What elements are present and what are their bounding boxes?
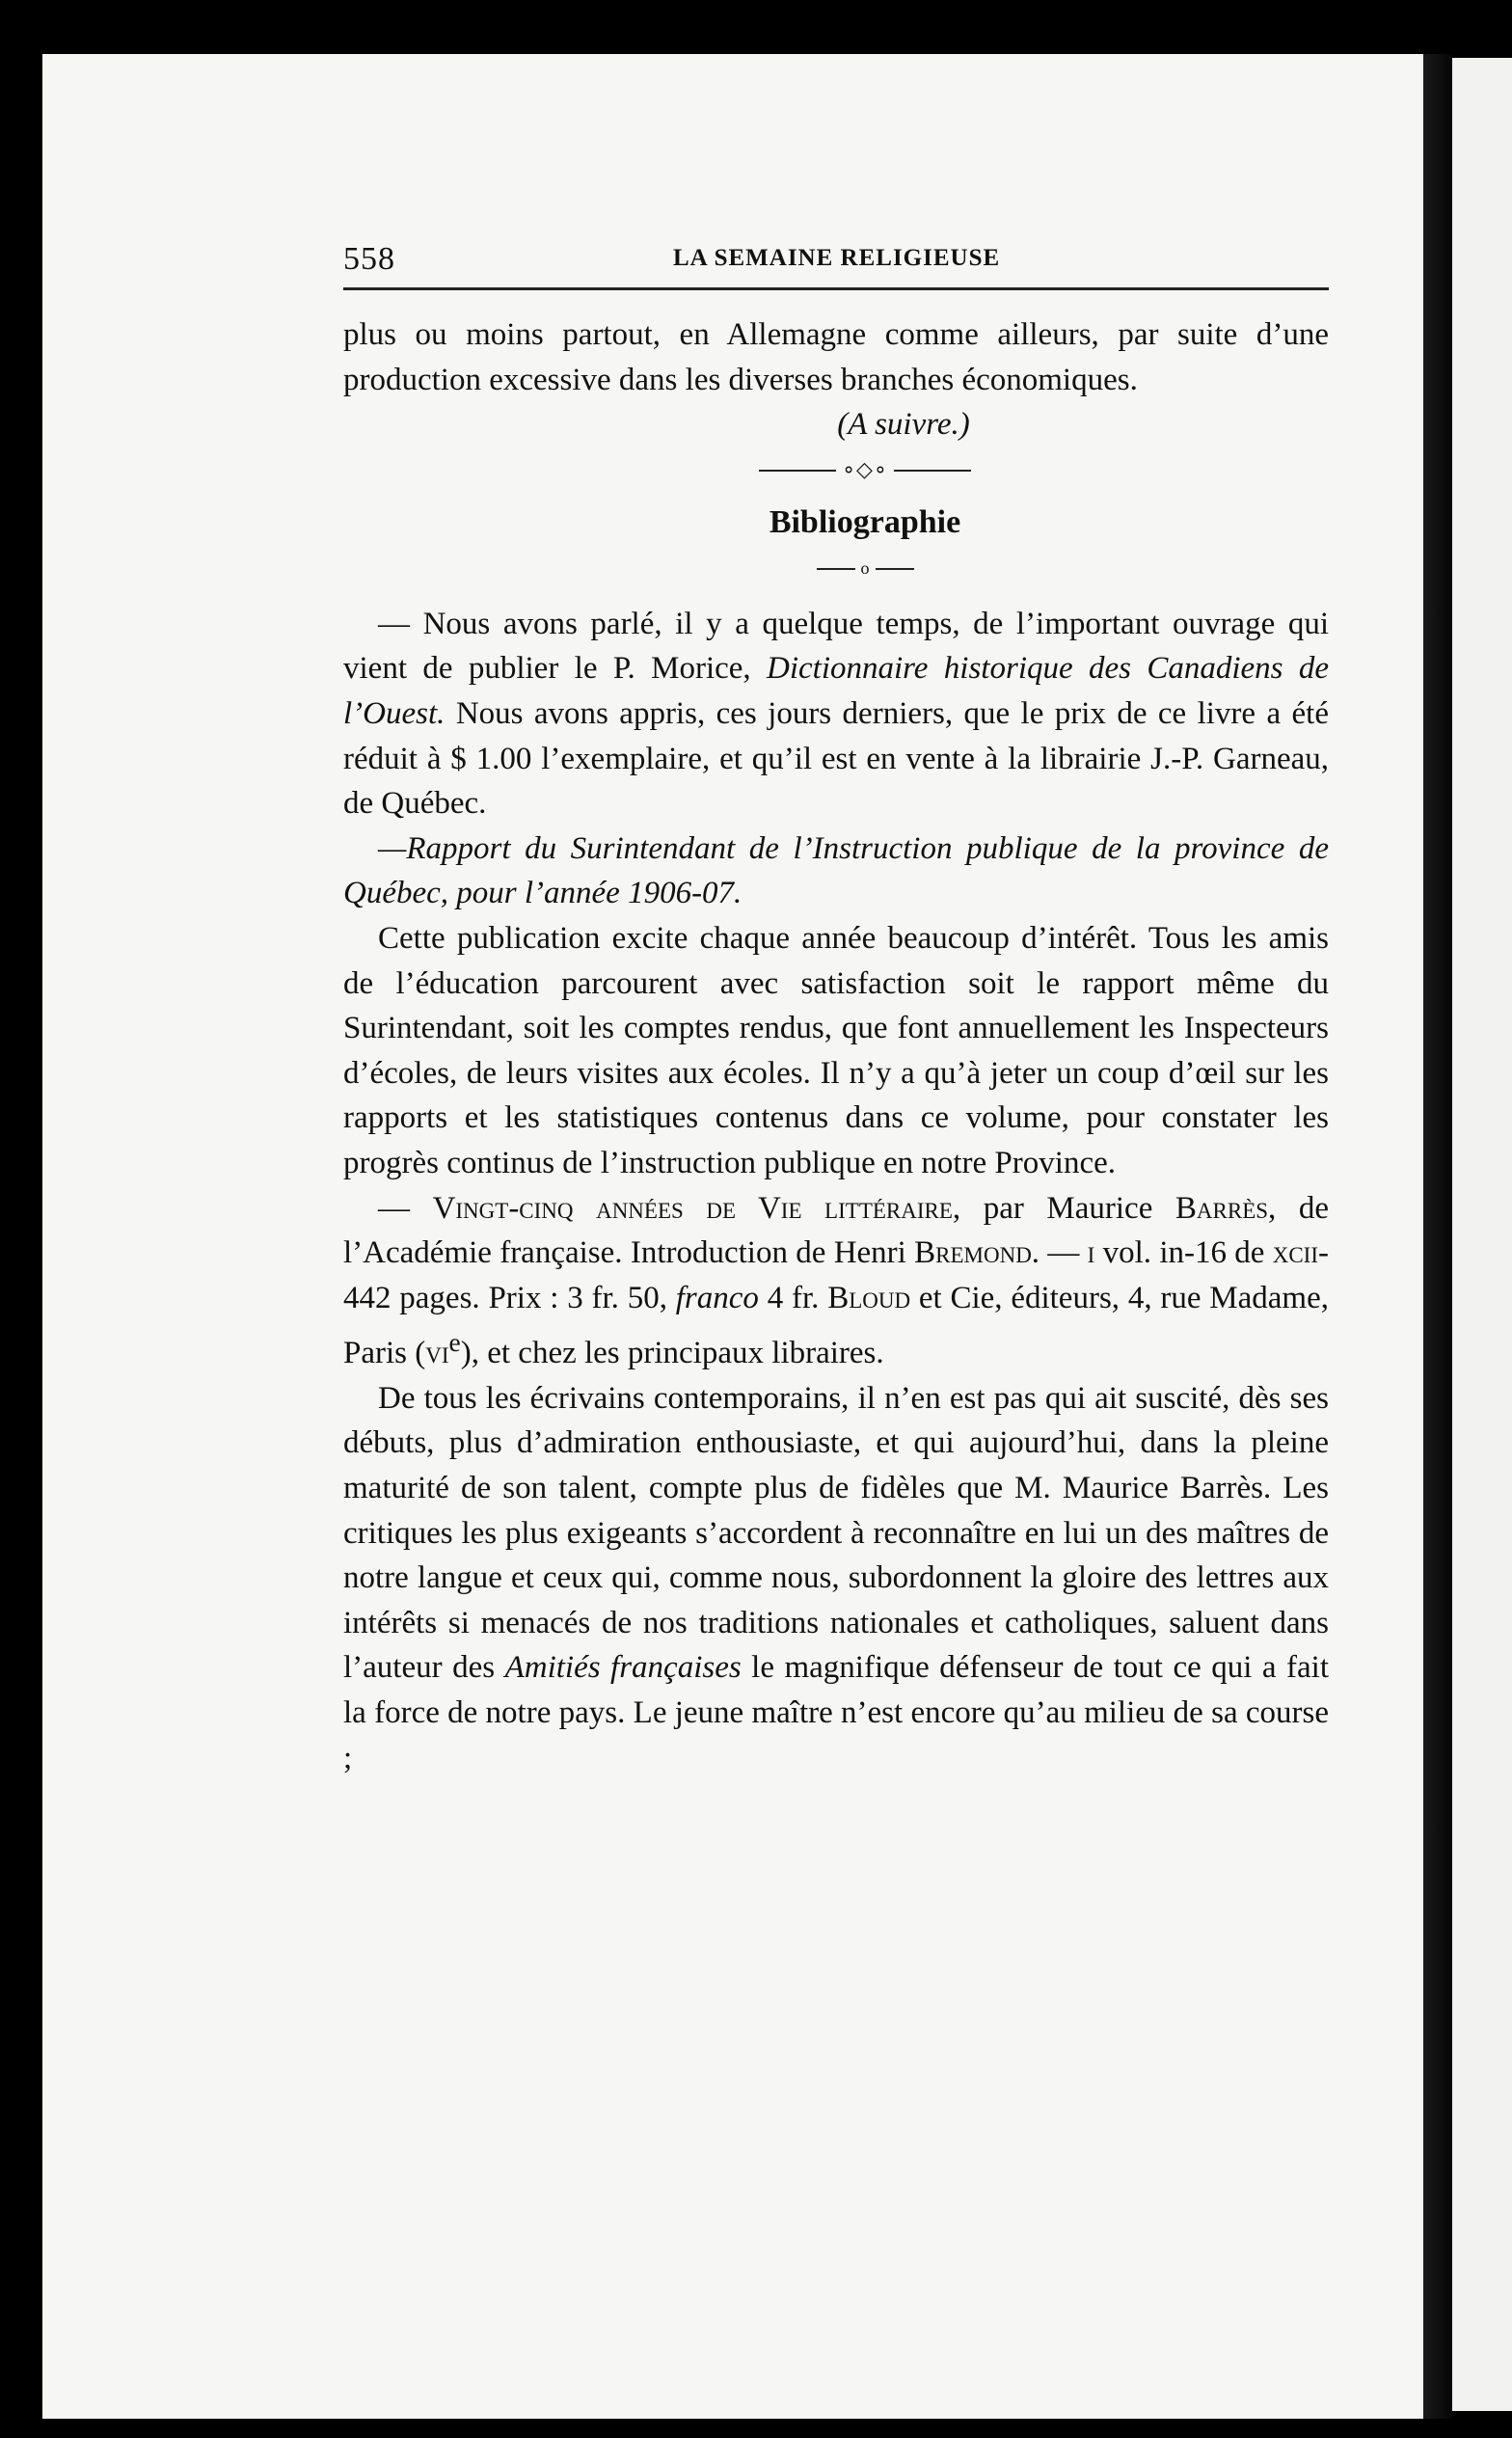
barres-review-paragraph: [343, 1376, 1329, 1780]
title-ornament-glyph: o: [860, 558, 870, 579]
vol-dash: —: [1040, 1235, 1088, 1271]
arrondissement-sup: e: [448, 1327, 461, 1358]
divider-line-right: [894, 470, 971, 472]
barres-review-2: le magnifique défenseur de tout ce qui a fait la force de notre pays. Le jeune maître n’est encore qu’au milieu de sa course ;: [343, 1650, 1329, 1775]
bremond-name: Bremond.: [914, 1235, 1040, 1271]
publisher-address: et Cie, éditeurs, 4, rue Madame, Paris (: [343, 1280, 1329, 1371]
publisher-name: Bloud: [827, 1280, 911, 1315]
section-divider: [401, 447, 1329, 494]
page-body: [343, 312, 1329, 1780]
pages-price: -442 pages. Prix : 3 fr. 50,: [343, 1235, 1330, 1315]
book-page: [42, 54, 1423, 2419]
rapport-entry-title: [343, 826, 1329, 916]
amities-title: Amitiés françaises: [504, 1650, 742, 1686]
title-ornament-line-left: [817, 568, 855, 570]
barres-review-1: De tous les écrivains contemporains, il n’en est pas qui ait suscité, dès ses débuts, plus d’admiration enthousiaste, et qui aujourd’hui, dans la pleine maturité de son talent, compte plus de fidèles que M. Maurice Barrès. Les critiques les plus exigeants s’accordent à reconnaître en lui un des maîtres de notre langue et ceux qui, comme nous, subordonnent la gloire des lettres aux intérêts si menacés de nos traditions nationales et catholiques, saluent dans l’auteur des: [343, 1380, 1329, 1686]
page-number: 558: [343, 241, 395, 277]
morice-text-2: Nous avons appris, ces jours derniers, que le prix de ce livre a été réduit à $ 1.00 l’exemplaire, et qu’il est en vente à la librairie J.-P. Garneau, de Québec.: [343, 695, 1329, 822]
vol-count: i: [1087, 1235, 1095, 1271]
pages-roman: xcii: [1272, 1235, 1319, 1271]
rapport-title: —Rapport du Surintendant de l’Instruction publique de la province de Québec, pour l’année 1906-07.: [343, 830, 1329, 911]
title-ornament: [401, 552, 1329, 586]
divider-line-left: [759, 470, 836, 472]
barres-availability: ), et chez les principaux libraires.: [460, 1336, 884, 1371]
morice-text-1: — Nous avons parlé, il y a quelque temps, de l’important ouvrage qui vient de publier le P. Morice,: [343, 606, 1329, 687]
barres-dash: —: [378, 1190, 433, 1226]
morice-book-title: Dictionnaire historique des Canadiens de l’Ouest.: [343, 651, 1329, 731]
barres-book-title: Vingt-cinq années de Vie littéraire,: [432, 1190, 961, 1226]
title-ornament-line-right: [876, 568, 914, 570]
continuation-paragraph: plus ou moins partout, en Allemagne comme ailleurs, par suite d’une production excessive dans les diverses branches économiques.: [343, 317, 1329, 397]
section-title: Bibliographie: [769, 503, 961, 540]
price-franco: 4 fr.: [758, 1280, 828, 1315]
barres-author: Barrès,: [1174, 1190, 1277, 1226]
running-header: [305, 237, 1298, 280]
vol-format: vol. in-16 de: [1094, 1235, 1273, 1271]
barres-entry: [343, 1186, 1329, 1376]
barres-by: par Maurice: [960, 1190, 1175, 1226]
barres-academy: de l’Académie française. Introduction de Henri: [343, 1190, 1330, 1271]
adjacent-page-edge: [1452, 58, 1512, 2411]
running-title: LA SEMAINE RELIGIEUSE: [673, 245, 1001, 271]
header-rule: [343, 287, 1329, 290]
rapport-paragraph: Cette publication excite chaque année beaucoup d’intérêt. Tous les amis de l’éducation parcourent avec satisfaction soit le rapport même du Surintendant, soit les comptes rendus, que font annuellement les Inspecteurs d’écoles, de leurs visites aux écoles. Il n’y a qu’à jeter un coup d’œil sur les rapports et les statistiques contenus dans ce volume, pour constater les progrès continus de l’instruction publique en notre Province.: [343, 920, 1329, 1180]
a-suivre-note: (A suivre.): [837, 407, 970, 443]
franco-label: franco: [675, 1280, 759, 1315]
arrondissement: vi: [425, 1336, 449, 1371]
book-gutter: [1423, 54, 1452, 2419]
morice-entry: [343, 602, 1329, 826]
divider-ornament-glyph: ∘◇∘: [842, 457, 888, 482]
